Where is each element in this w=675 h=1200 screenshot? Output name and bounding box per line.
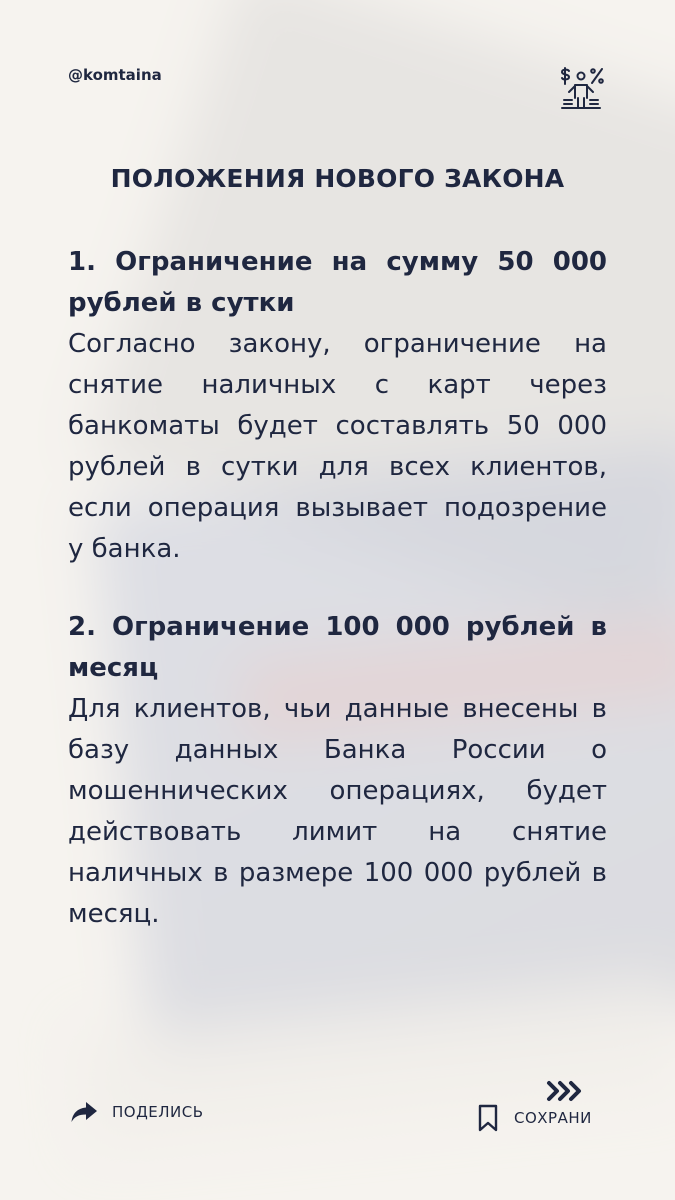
page-title: ПОЛОЖЕНИЯ НОВОГО ЗАКОНА: [110, 164, 565, 193]
provision-heading: 1. Ограничение на сумму 50 000 рублей в сутки: [68, 247, 607, 318]
bookmark-icon: [478, 1104, 498, 1132]
provision-body: Согласно закону, ограничение на снятие наличных с карт через банкоматы будет составлять 50 000 рублей в сутки для всех клиентов, если операция вызывает подозрение у банка.: [68, 329, 607, 564]
share-arrow-icon: [70, 1100, 98, 1124]
law-provision-1: [68, 242, 607, 570]
save-button[interactable]: [478, 1104, 592, 1132]
finance-person-icon: [556, 64, 606, 114]
share-button[interactable]: [70, 1100, 204, 1124]
save-label: СОХРАНИ: [514, 1109, 592, 1127]
provision-heading: 2. Ограничение 100 000 рублей в месяц: [68, 612, 607, 683]
author-handle: @komtaina: [68, 66, 162, 84]
law-provision-2: [68, 607, 607, 935]
share-label: ПОДЕЛИСЬ: [112, 1103, 204, 1121]
provision-body: Для клиентов, чьи данные внесены в базу данных Банка России о мошеннических операциях, будет действовать лимит на снятие наличных в размере 100 000 рублей в месяц.: [68, 694, 607, 929]
triple-chevron-right-icon[interactable]: [546, 1080, 582, 1102]
